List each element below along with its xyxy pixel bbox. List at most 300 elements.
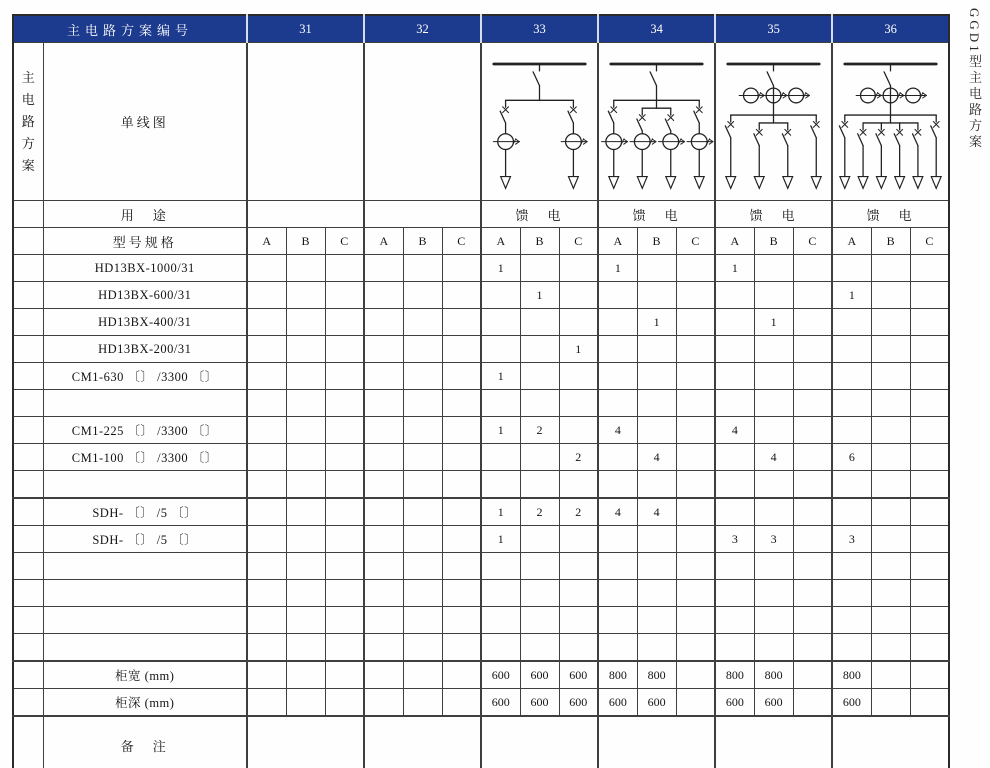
value-cell bbox=[871, 689, 910, 717]
value-cell: 1 bbox=[754, 309, 793, 336]
value-cell bbox=[910, 336, 949, 363]
value-cell bbox=[442, 689, 481, 717]
spec-row bbox=[13, 607, 949, 634]
spec-row bbox=[13, 417, 949, 444]
value-cell bbox=[364, 580, 403, 607]
value-cell bbox=[481, 471, 520, 499]
subcol-header-C: C bbox=[676, 228, 715, 255]
value-cell bbox=[676, 471, 715, 499]
value-cell: 1 bbox=[481, 363, 520, 390]
spec-row-side-cell bbox=[13, 498, 43, 526]
value-cell bbox=[871, 607, 910, 634]
value-cell bbox=[871, 390, 910, 417]
value-cell bbox=[871, 282, 910, 309]
value-cell bbox=[325, 498, 364, 526]
value-cell: 600 bbox=[520, 661, 559, 689]
subcol-header-A: A bbox=[247, 228, 286, 255]
value-cell bbox=[793, 282, 832, 309]
value-cell bbox=[247, 363, 286, 390]
value-cell bbox=[403, 336, 442, 363]
value-cell bbox=[598, 526, 637, 553]
value-cell: 600 bbox=[715, 689, 754, 717]
spec-header-side-cell bbox=[13, 228, 43, 255]
value-cell bbox=[832, 390, 871, 417]
value-cell bbox=[598, 580, 637, 607]
value-cell bbox=[403, 255, 442, 282]
value-cell bbox=[559, 526, 598, 553]
value-cell bbox=[793, 498, 832, 526]
value-cell bbox=[247, 417, 286, 444]
value-cell bbox=[832, 336, 871, 363]
remark-cell-36 bbox=[832, 716, 949, 768]
value-cell bbox=[832, 580, 871, 607]
value-cell bbox=[793, 390, 832, 417]
value-cell bbox=[793, 580, 832, 607]
value-cell bbox=[871, 417, 910, 444]
value-cell bbox=[442, 363, 481, 390]
value-cell bbox=[910, 417, 949, 444]
subcol-header-C: C bbox=[910, 228, 949, 255]
value-cell bbox=[832, 471, 871, 499]
value-cell bbox=[715, 390, 754, 417]
value-cell bbox=[325, 363, 364, 390]
value-cell bbox=[871, 363, 910, 390]
value-cell bbox=[481, 444, 520, 471]
single-line-diagram-36-drawing bbox=[833, 44, 948, 199]
value-cell bbox=[676, 526, 715, 553]
value-cell: 600 bbox=[598, 689, 637, 717]
value-cell bbox=[520, 363, 559, 390]
value-cell bbox=[715, 471, 754, 499]
value-cell bbox=[832, 417, 871, 444]
value-cell bbox=[247, 634, 286, 662]
value-cell bbox=[364, 553, 403, 580]
spec-row-label bbox=[43, 390, 247, 417]
value-cell bbox=[793, 661, 832, 689]
value-cell bbox=[793, 553, 832, 580]
value-cell: 1 bbox=[832, 282, 871, 309]
value-cell bbox=[910, 580, 949, 607]
value-cell: 2 bbox=[520, 498, 559, 526]
value-cell bbox=[286, 471, 325, 499]
spec-row-label bbox=[43, 607, 247, 634]
value-cell bbox=[598, 309, 637, 336]
header-row bbox=[13, 15, 949, 43]
value-cell bbox=[442, 255, 481, 282]
value-cell bbox=[754, 471, 793, 499]
value-cell bbox=[754, 417, 793, 444]
spec-row-label bbox=[43, 580, 247, 607]
spec-row-label: HD13BX-1000/31 bbox=[43, 255, 247, 282]
value-cell bbox=[247, 471, 286, 499]
value-cell bbox=[286, 363, 325, 390]
value-cell: 4 bbox=[637, 444, 676, 471]
value-cell: 3 bbox=[754, 526, 793, 553]
value-cell bbox=[871, 634, 910, 662]
spec-row bbox=[13, 471, 949, 499]
value-cell bbox=[247, 607, 286, 634]
subcol-header-B: B bbox=[286, 228, 325, 255]
value-cell bbox=[481, 634, 520, 662]
value-cell bbox=[247, 390, 286, 417]
value-cell bbox=[637, 417, 676, 444]
value-cell bbox=[598, 471, 637, 499]
spec-row bbox=[13, 309, 949, 336]
value-cell bbox=[676, 498, 715, 526]
value-cell bbox=[442, 553, 481, 580]
value-cell bbox=[676, 390, 715, 417]
value-cell bbox=[403, 390, 442, 417]
value-cell bbox=[481, 309, 520, 336]
spec-row-label bbox=[43, 553, 247, 580]
spec-row bbox=[13, 526, 949, 553]
value-cell bbox=[481, 390, 520, 417]
value-cell bbox=[871, 553, 910, 580]
spec-row-side-cell bbox=[13, 309, 43, 336]
value-cell bbox=[286, 282, 325, 309]
single-line-diagram-31 bbox=[247, 43, 364, 201]
value-cell bbox=[364, 390, 403, 417]
spec-row-side-cell bbox=[13, 661, 43, 689]
value-cell bbox=[364, 336, 403, 363]
value-cell bbox=[598, 444, 637, 471]
subcol-header-A: A bbox=[715, 228, 754, 255]
value-cell bbox=[286, 444, 325, 471]
value-cell bbox=[676, 607, 715, 634]
value-cell: 600 bbox=[520, 689, 559, 717]
value-cell: 3 bbox=[715, 526, 754, 553]
value-cell bbox=[676, 553, 715, 580]
value-cell bbox=[286, 498, 325, 526]
value-cell bbox=[520, 390, 559, 417]
value-cell bbox=[520, 634, 559, 662]
value-cell bbox=[403, 553, 442, 580]
remark-cell-34 bbox=[598, 716, 715, 768]
value-cell bbox=[559, 282, 598, 309]
value-cell: 1 bbox=[481, 526, 520, 553]
value-cell bbox=[676, 689, 715, 717]
value-cell bbox=[286, 255, 325, 282]
value-cell bbox=[793, 444, 832, 471]
spec-row-label bbox=[43, 471, 247, 499]
value-cell bbox=[676, 309, 715, 336]
value-cell bbox=[325, 553, 364, 580]
value-cell bbox=[247, 689, 286, 717]
value-cell bbox=[442, 526, 481, 553]
value-cell bbox=[637, 282, 676, 309]
value-cell bbox=[364, 471, 403, 499]
value-cell bbox=[676, 417, 715, 444]
value-cell bbox=[910, 255, 949, 282]
single-line-diagram-33-drawing bbox=[482, 44, 597, 199]
value-cell bbox=[247, 444, 286, 471]
value-cell bbox=[910, 309, 949, 336]
value-cell: 4 bbox=[598, 498, 637, 526]
value-cell: 1 bbox=[559, 336, 598, 363]
value-cell bbox=[247, 661, 286, 689]
value-cell bbox=[754, 580, 793, 607]
value-cell bbox=[364, 417, 403, 444]
value-cell bbox=[871, 498, 910, 526]
spec-row-side-cell bbox=[13, 607, 43, 634]
value-cell bbox=[520, 553, 559, 580]
value-cell bbox=[286, 553, 325, 580]
value-cell bbox=[286, 634, 325, 662]
value-cell bbox=[871, 444, 910, 471]
value-cell bbox=[871, 471, 910, 499]
value-cell bbox=[715, 607, 754, 634]
spec-row-side-cell bbox=[13, 390, 43, 417]
subcol-header-B: B bbox=[754, 228, 793, 255]
spec-header-label: 型号规格 bbox=[43, 228, 247, 255]
spec-row-label: SDH- 〔〕 /5 〔〕 bbox=[43, 498, 247, 526]
value-cell bbox=[559, 417, 598, 444]
value-cell bbox=[325, 336, 364, 363]
value-cell bbox=[403, 309, 442, 336]
value-cell bbox=[442, 580, 481, 607]
value-cell bbox=[793, 689, 832, 717]
value-cell bbox=[637, 336, 676, 363]
diagram-row-label: 单线图 bbox=[43, 43, 247, 201]
value-cell bbox=[871, 309, 910, 336]
spec-row bbox=[13, 390, 949, 417]
single-line-diagram-33 bbox=[481, 43, 598, 201]
value-cell bbox=[559, 553, 598, 580]
value-cell bbox=[247, 255, 286, 282]
left-vertical-label-char: 电 bbox=[21, 92, 35, 107]
spec-row-label: SDH- 〔〕 /5 〔〕 bbox=[43, 526, 247, 553]
spec-row-side-cell bbox=[13, 634, 43, 662]
value-cell bbox=[793, 417, 832, 444]
spec-row-label: CM1-225 〔〕 /3300 〔〕 bbox=[43, 417, 247, 444]
spec-row bbox=[13, 689, 949, 717]
scheme-number-33: 33 bbox=[481, 15, 598, 43]
value-cell bbox=[559, 580, 598, 607]
value-cell bbox=[676, 634, 715, 662]
value-cell bbox=[364, 363, 403, 390]
value-cell bbox=[442, 309, 481, 336]
value-cell bbox=[325, 607, 364, 634]
value-cell bbox=[286, 336, 325, 363]
subcol-header-A: A bbox=[481, 228, 520, 255]
subcol-header-B: B bbox=[637, 228, 676, 255]
usage-cell-36: 馈 电 bbox=[832, 201, 949, 228]
value-cell bbox=[676, 336, 715, 363]
value-cell bbox=[676, 444, 715, 471]
value-cell bbox=[676, 282, 715, 309]
single-line-diagram-35-drawing bbox=[716, 44, 831, 199]
value-cell: 2 bbox=[559, 444, 598, 471]
usage-cell-32 bbox=[364, 201, 481, 228]
value-cell bbox=[481, 336, 520, 363]
diagram-row bbox=[13, 43, 949, 201]
remark-cell-35 bbox=[715, 716, 832, 768]
value-cell bbox=[715, 634, 754, 662]
value-cell bbox=[832, 498, 871, 526]
value-cell: 800 bbox=[832, 661, 871, 689]
value-cell bbox=[598, 634, 637, 662]
subcol-header-A: A bbox=[832, 228, 871, 255]
spec-row bbox=[13, 634, 949, 662]
value-cell: 6 bbox=[832, 444, 871, 471]
value-cell: 1 bbox=[715, 255, 754, 282]
single-line-diagram-36 bbox=[832, 43, 949, 201]
value-cell: 1 bbox=[481, 417, 520, 444]
value-cell bbox=[754, 607, 793, 634]
single-line-diagram-34-drawing bbox=[599, 44, 714, 199]
value-cell bbox=[676, 661, 715, 689]
left-vertical-label-char: 方 bbox=[21, 136, 35, 151]
single-line-diagram-34 bbox=[598, 43, 715, 201]
left-vertical-label bbox=[13, 43, 43, 201]
spec-row bbox=[13, 363, 949, 390]
value-cell bbox=[832, 553, 871, 580]
value-cell bbox=[325, 580, 364, 607]
value-cell bbox=[247, 553, 286, 580]
value-cell bbox=[637, 553, 676, 580]
value-cell bbox=[403, 444, 442, 471]
spec-row bbox=[13, 444, 949, 471]
value-cell: 1 bbox=[598, 255, 637, 282]
value-cell bbox=[793, 309, 832, 336]
subcol-header-B: B bbox=[520, 228, 559, 255]
value-cell bbox=[754, 390, 793, 417]
value-cell bbox=[403, 661, 442, 689]
value-cell: 1 bbox=[520, 282, 559, 309]
value-cell bbox=[637, 255, 676, 282]
value-cell bbox=[247, 336, 286, 363]
value-cell bbox=[559, 471, 598, 499]
value-cell bbox=[910, 363, 949, 390]
value-cell bbox=[793, 526, 832, 553]
value-cell bbox=[520, 444, 559, 471]
value-cell: 600 bbox=[481, 689, 520, 717]
value-cell bbox=[364, 661, 403, 689]
spec-row-side-cell bbox=[13, 553, 43, 580]
remark-row-label: 备 注 bbox=[43, 716, 247, 768]
usage-cell-34: 馈 电 bbox=[598, 201, 715, 228]
value-cell: 800 bbox=[598, 661, 637, 689]
value-cell bbox=[286, 390, 325, 417]
value-cell: 600 bbox=[559, 661, 598, 689]
value-cell bbox=[715, 363, 754, 390]
value-cell bbox=[403, 580, 442, 607]
value-cell bbox=[910, 689, 949, 717]
value-cell bbox=[325, 634, 364, 662]
value-cell bbox=[364, 607, 403, 634]
value-cell bbox=[793, 363, 832, 390]
spec-header-row bbox=[13, 228, 949, 255]
value-cell bbox=[364, 444, 403, 471]
value-cell bbox=[715, 336, 754, 363]
value-cell bbox=[442, 498, 481, 526]
value-cell bbox=[442, 634, 481, 662]
value-cell bbox=[364, 309, 403, 336]
value-cell bbox=[403, 689, 442, 717]
value-cell bbox=[598, 363, 637, 390]
value-cell bbox=[754, 255, 793, 282]
single-line-diagram-35 bbox=[715, 43, 832, 201]
spec-row-side-cell bbox=[13, 471, 43, 499]
value-cell bbox=[520, 526, 559, 553]
value-cell bbox=[325, 282, 364, 309]
subcol-header-B: B bbox=[871, 228, 910, 255]
value-cell bbox=[715, 580, 754, 607]
value-cell: 1 bbox=[481, 255, 520, 282]
subcol-header-C: C bbox=[793, 228, 832, 255]
value-cell: 600 bbox=[637, 689, 676, 717]
value-cell bbox=[520, 607, 559, 634]
scheme-number-35: 35 bbox=[715, 15, 832, 43]
spec-row bbox=[13, 282, 949, 309]
spec-row-side-cell bbox=[13, 336, 43, 363]
remark-row bbox=[13, 716, 949, 768]
value-cell bbox=[910, 282, 949, 309]
value-cell bbox=[403, 417, 442, 444]
value-cell: 4 bbox=[598, 417, 637, 444]
value-cell bbox=[871, 526, 910, 553]
value-cell bbox=[871, 661, 910, 689]
value-cell bbox=[325, 526, 364, 553]
value-cell bbox=[286, 580, 325, 607]
value-cell bbox=[286, 417, 325, 444]
single-line-diagram-31-drawing bbox=[248, 44, 363, 199]
value-cell bbox=[364, 498, 403, 526]
value-cell bbox=[715, 282, 754, 309]
value-cell: 600 bbox=[832, 689, 871, 717]
value-cell bbox=[442, 417, 481, 444]
value-cell bbox=[637, 607, 676, 634]
value-cell bbox=[598, 282, 637, 309]
value-cell bbox=[364, 689, 403, 717]
value-cell bbox=[442, 661, 481, 689]
scheme-number-header-label: 主电路方案编号 bbox=[13, 15, 247, 43]
value-cell bbox=[325, 255, 364, 282]
value-cell bbox=[754, 336, 793, 363]
spec-row-side-cell bbox=[13, 444, 43, 471]
value-cell: 800 bbox=[754, 661, 793, 689]
value-cell bbox=[793, 471, 832, 499]
spec-row bbox=[13, 580, 949, 607]
value-cell bbox=[598, 336, 637, 363]
spec-row-label: HD13BX-600/31 bbox=[43, 282, 247, 309]
spec-row-side-cell bbox=[13, 282, 43, 309]
single-line-diagram-32 bbox=[364, 43, 481, 201]
value-cell bbox=[754, 363, 793, 390]
spec-row-side-cell bbox=[13, 363, 43, 390]
usage-side-cell bbox=[13, 201, 43, 228]
left-vertical-label-char: 路 bbox=[21, 114, 35, 129]
value-cell bbox=[325, 390, 364, 417]
value-cell bbox=[637, 471, 676, 499]
value-cell bbox=[715, 309, 754, 336]
value-cell bbox=[598, 390, 637, 417]
value-cell bbox=[715, 444, 754, 471]
value-cell bbox=[481, 282, 520, 309]
value-cell bbox=[754, 634, 793, 662]
value-cell bbox=[325, 417, 364, 444]
value-cell bbox=[676, 363, 715, 390]
value-cell bbox=[793, 607, 832, 634]
usage-cell-35: 馈 电 bbox=[715, 201, 832, 228]
spec-row-side-cell bbox=[13, 417, 43, 444]
value-cell bbox=[403, 282, 442, 309]
left-vertical-label-char: 案 bbox=[21, 158, 35, 173]
value-cell bbox=[910, 607, 949, 634]
single-line-diagram-32-drawing bbox=[365, 44, 480, 199]
remark-cell-32 bbox=[364, 716, 481, 768]
value-cell: 4 bbox=[754, 444, 793, 471]
